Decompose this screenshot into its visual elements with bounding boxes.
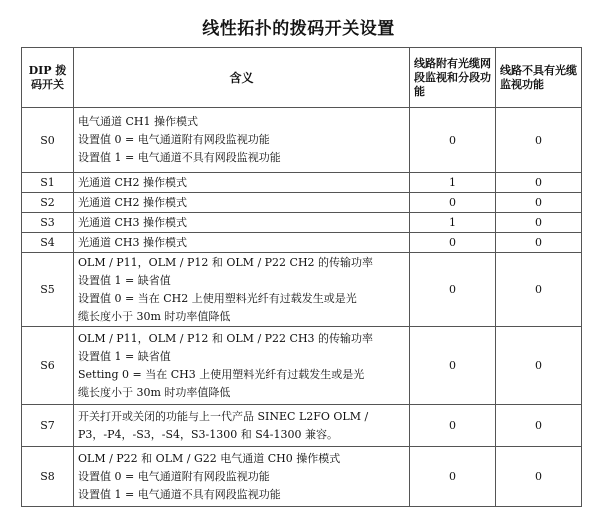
value-with-monitoring: 1 [410, 173, 496, 193]
meaning-line: OLM / P11，OLM / P12 和 OLM / P22 CH3 的传输功率 [78, 331, 374, 345]
value-with-monitoring: 1 [410, 213, 496, 233]
meaning-line: 缆长度小于 30m 时功率值降低 [78, 309, 231, 323]
value-without-monitoring: 0 [496, 173, 582, 193]
meaning-line: 电气通道 CH1 操作模式 [78, 115, 199, 128]
value-without-monitoring: 0 [496, 405, 582, 447]
meaning-line: 缆长度小于 30m 时功率值降低 [78, 385, 231, 399]
meaning-line: 光通道 CH3 操作模式 [78, 235, 188, 249]
value-with-monitoring: 0 [410, 447, 496, 507]
table-row [22, 108, 582, 173]
switch-meaning [74, 253, 410, 327]
value-with-monitoring: 0 [410, 193, 496, 213]
header-dip: DIP 拨码开关 [22, 48, 74, 108]
switch-id: S6 [22, 327, 74, 405]
switch-meaning [74, 447, 410, 507]
meaning-line: OLM / P22 和 OLM / G22 电气通道 CH0 操作模式 [78, 451, 341, 465]
switch-meaning [74, 327, 410, 405]
table-row [22, 173, 582, 193]
meaning-line: OLM / P11，OLM / P12 和 OLM / P22 CH2 的传输功率 [78, 255, 374, 269]
table-row [22, 447, 582, 507]
value-without-monitoring: 0 [496, 213, 582, 233]
switch-meaning [74, 405, 410, 447]
value-with-monitoring: 0 [410, 253, 496, 327]
dip-switch-table [21, 47, 582, 507]
value-with-monitoring: 0 [410, 233, 496, 253]
value-with-monitoring: 0 [410, 405, 496, 447]
meaning-line: 光通道 CH3 操作模式 [78, 215, 188, 229]
switch-meaning [74, 233, 410, 253]
switch-meaning [74, 108, 410, 173]
meaning-line: P3，-P4，-S3，-S4，S3-1300 和 S4-1300 兼容。 [78, 427, 338, 441]
switch-id: S3 [22, 213, 74, 233]
table-row [22, 233, 582, 253]
table-row [22, 327, 582, 405]
header-with-monitoring: 线路附有光缆网段监视和分段功能 [410, 48, 496, 108]
meaning-line: 设置值 1 = 电气通道不具有网段监视功能 [78, 151, 281, 164]
switch-id: S8 [22, 447, 74, 507]
header-without-monitoring: 线路不具有光缆监视功能 [496, 48, 582, 108]
meaning-line: 设置值 1 = 缺省值 [78, 349, 171, 363]
value-with-monitoring: 0 [410, 327, 496, 405]
value-without-monitoring: 0 [496, 193, 582, 213]
meaning-line: 设置值 0 = 当在 CH2 上使用塑料光纤有过载发生或是光 [78, 291, 357, 305]
switch-id: S1 [22, 173, 74, 193]
table-row [22, 405, 582, 447]
switch-id: S7 [22, 405, 74, 447]
switch-id: S0 [22, 108, 74, 173]
table-row [22, 213, 582, 233]
value-without-monitoring: 0 [496, 233, 582, 253]
value-without-monitoring: 0 [496, 447, 582, 507]
table-header-row [22, 48, 582, 108]
meaning-line: 光通道 CH2 操作模式 [78, 175, 188, 189]
value-without-monitoring: 0 [496, 327, 582, 405]
page-title: 线性拓扑的拨码开关设置 [202, 19, 395, 39]
switch-id: S4 [22, 233, 74, 253]
switch-meaning [74, 173, 410, 193]
meaning-line: 设置值 1 = 电气通道不具有网段监视功能 [78, 487, 281, 501]
switch-meaning [74, 213, 410, 233]
meaning-line: 设置值 0 = 电气通道附有网段监视功能 [78, 469, 270, 483]
meaning-line: Setting 0 = 当在 CH3 上使用塑料光纤有过载发生或是光 [78, 367, 365, 381]
switch-id: S2 [22, 193, 74, 213]
value-without-monitoring: 0 [496, 108, 582, 173]
value-with-monitoring: 0 [410, 108, 496, 173]
meaning-line: 光通道 CH2 操作模式 [78, 195, 188, 209]
meaning-line: 开关打开或关闭的功能与上一代产品 SINEC L2FO OLM / [78, 409, 369, 423]
table-row [22, 253, 582, 327]
header-meaning: 含义 [74, 48, 410, 108]
meaning-line: 设置值 1 = 缺省值 [78, 273, 171, 287]
switch-meaning [74, 193, 410, 213]
table-row [22, 193, 582, 213]
switch-id: S5 [22, 253, 74, 327]
value-without-monitoring: 0 [496, 253, 582, 327]
meaning-line: 设置值 0 = 电气通道附有网段监视功能 [78, 133, 270, 146]
